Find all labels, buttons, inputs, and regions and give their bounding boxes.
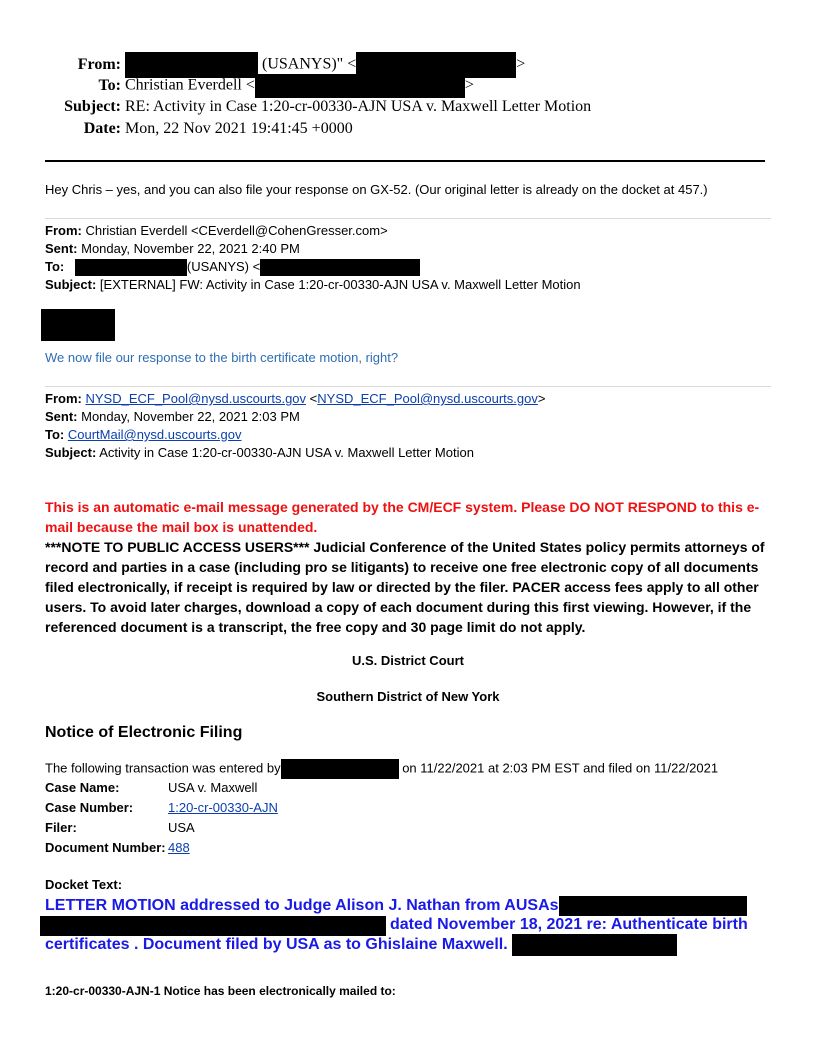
forward-header-2: [45, 390, 771, 462]
redaction-box: [559, 896, 747, 916]
fwd2-from-label: From:: [45, 391, 82, 406]
redaction-box: [281, 759, 399, 779]
court-name: U.S. District Court: [352, 653, 464, 668]
filer-value: USA: [168, 820, 195, 835]
case-number-link[interactable]: 1:20-cr-00330-AJN: [168, 800, 278, 815]
fwd1-sent-label: Sent:: [45, 241, 78, 256]
redaction-box: [41, 309, 115, 341]
fwd1-to-row: [45, 258, 771, 276]
auto-message-line: mail because the mail box is unattended.: [45, 519, 318, 535]
docket-text: LETTER MOTION addressed to Judge Alison J. Nathan from AUSAs: [45, 897, 559, 915]
fwd2-subject-label: Subject:: [45, 445, 97, 460]
forward-header-1: [45, 222, 771, 294]
public-access-line: referenced document is a transcript, the free copy and 30 page limit do not apply.: [45, 619, 586, 635]
fwd1-subject-row: [45, 276, 771, 294]
fwd2-to-link[interactable]: CourtMail@nysd.uscourts.gov: [67, 427, 242, 442]
fwd2-to-row: [45, 426, 771, 444]
document-number-row: [45, 838, 278, 858]
header-from-label: From:: [77, 55, 121, 73]
txn-suffix: on 11/22/2021 at 2:03 PM EST and filed on 11/22/2021: [402, 760, 719, 776]
filer-label: Filer:: [45, 820, 77, 835]
fwd2-sent-row: [45, 408, 771, 426]
docket-line-1: [45, 896, 747, 916]
header-from-end: >: [516, 55, 526, 73]
header-from-suffix: (USANYS)" <: [262, 55, 357, 73]
fwd1-from-row: [45, 222, 771, 240]
header-subject-row: [40, 96, 591, 118]
redaction-box: [75, 259, 187, 276]
fwd1-to-label: To:: [45, 259, 65, 274]
fwd1-to-mid: (USANYS) <: [186, 259, 261, 274]
fwd1-sent-row: [45, 240, 771, 258]
fwd2-subject-value: Activity in Case 1:20-cr-00330-AJN USA v. Maxwell Letter Motion: [99, 445, 474, 460]
fwd2-from-end: >: [537, 391, 546, 406]
public-access-line: users. To avoid later charges, download a copy of each document during this first viewing. However, if the: [45, 599, 752, 615]
filer-row: [45, 818, 278, 838]
public-access-line: record and parties in a case (including pro se litigants) to receive one free electronic copy of all documents: [45, 559, 759, 575]
reply-body: Hey Chris – yes, and you can also file your response on GX-52. (Our original letter is already on the docket at 457.): [45, 182, 708, 197]
docket-text-label: Docket Text:: [45, 877, 123, 892]
case-details: [45, 778, 278, 858]
divider: [45, 218, 771, 219]
header-from-row: [40, 52, 525, 74]
case-number-label: Case Number:: [45, 800, 134, 815]
public-access-line: ***NOTE TO PUBLIC ACCESS USERS*** Judicial Conference of the United States policy permits attorneys of: [45, 539, 765, 555]
header-divider: [45, 160, 765, 162]
header-date-row: [40, 118, 353, 140]
fwd2-from-link-2[interactable]: NYSD_ECF_Pool@nysd.uscourts.gov: [317, 391, 538, 406]
fwd2-from-link[interactable]: NYSD_ECF_Pool@nysd.uscourts.gov: [85, 391, 307, 406]
mailed-line: 1:20-cr-00330-AJN-1 Notice has been electronically mailed to:: [45, 984, 396, 998]
redaction-box: [512, 934, 677, 956]
case-name-row: [45, 778, 278, 798]
fwd2-sent-value: Monday, November 22, 2021 2:03 PM: [81, 409, 300, 424]
fwd2-from-row: [45, 390, 771, 408]
docket-line-2: dated November 18, 2021 re: Authenticate birth: [390, 916, 748, 933]
header-to-value: Christian Everdell <: [125, 76, 255, 94]
header-to-row: [40, 74, 474, 96]
transaction-line: [45, 759, 718, 779]
redaction-box: [40, 916, 386, 936]
fwd1-subject-label: Subject:: [45, 277, 97, 293]
header-date-value: Mon, 22 Nov 2021 19:41:45 +0000: [125, 120, 353, 137]
fwd1-subject-value: [EXTERNAL] FW: Activity in Case 1:20-cr-00330-AJN USA v. Maxwell Letter Motion: [99, 277, 581, 293]
txn-prefix: The following transaction was entered by: [45, 760, 281, 776]
court-district: Southern District of New York: [316, 689, 500, 704]
redaction-box: [255, 74, 465, 98]
header-subject-label: Subject:: [64, 98, 121, 115]
fwd2-from-sep: <: [306, 391, 318, 406]
case-number-row: [45, 798, 278, 818]
auto-message: [45, 497, 775, 637]
case-name-value: USA v. Maxwell: [168, 780, 258, 795]
document-number-label: Document Number:: [45, 840, 166, 855]
public-access-line: filed electronically, if receipt is required by law or directed by the filer. PACER access fees apply to all other: [45, 579, 759, 595]
docket-line-3: [45, 934, 677, 956]
header-to-end: >: [464, 76, 474, 94]
nef-title: Notice of Electronic Filing: [45, 724, 243, 741]
fwd2-sent-label: Sent:: [45, 409, 78, 424]
header-date-label: Date:: [83, 120, 121, 137]
fwd1-from-value: Christian Everdell <CEverdell@CohenGresser.com>: [85, 223, 388, 238]
fwd2-subject-row: [45, 444, 771, 462]
redaction-box: [260, 259, 420, 276]
fwd2-to-label: To:: [45, 427, 65, 442]
document-number-link[interactable]: 488: [168, 840, 190, 855]
fwd1-body: We now file our response to the birth certificate motion, right?: [45, 350, 399, 365]
auto-message-line: This is an automatic e-mail message generated by the CM/ECF system. Please DO NOT RESPOND to this e-: [45, 499, 760, 515]
case-name-label: Case Name:: [45, 780, 120, 795]
header-to-label: To:: [98, 76, 121, 94]
header-subject-value: RE: Activity in Case 1:20-cr-00330-AJN USA v. Maxwell Letter Motion: [125, 98, 592, 115]
docket-text: certificates . Document filed by USA as to Ghislaine Maxwell.: [45, 936, 508, 954]
fwd1-sent-value: Monday, November 22, 2021 2:40 PM: [81, 241, 300, 256]
fwd1-from-label: From:: [45, 223, 82, 238]
divider: [45, 386, 771, 387]
